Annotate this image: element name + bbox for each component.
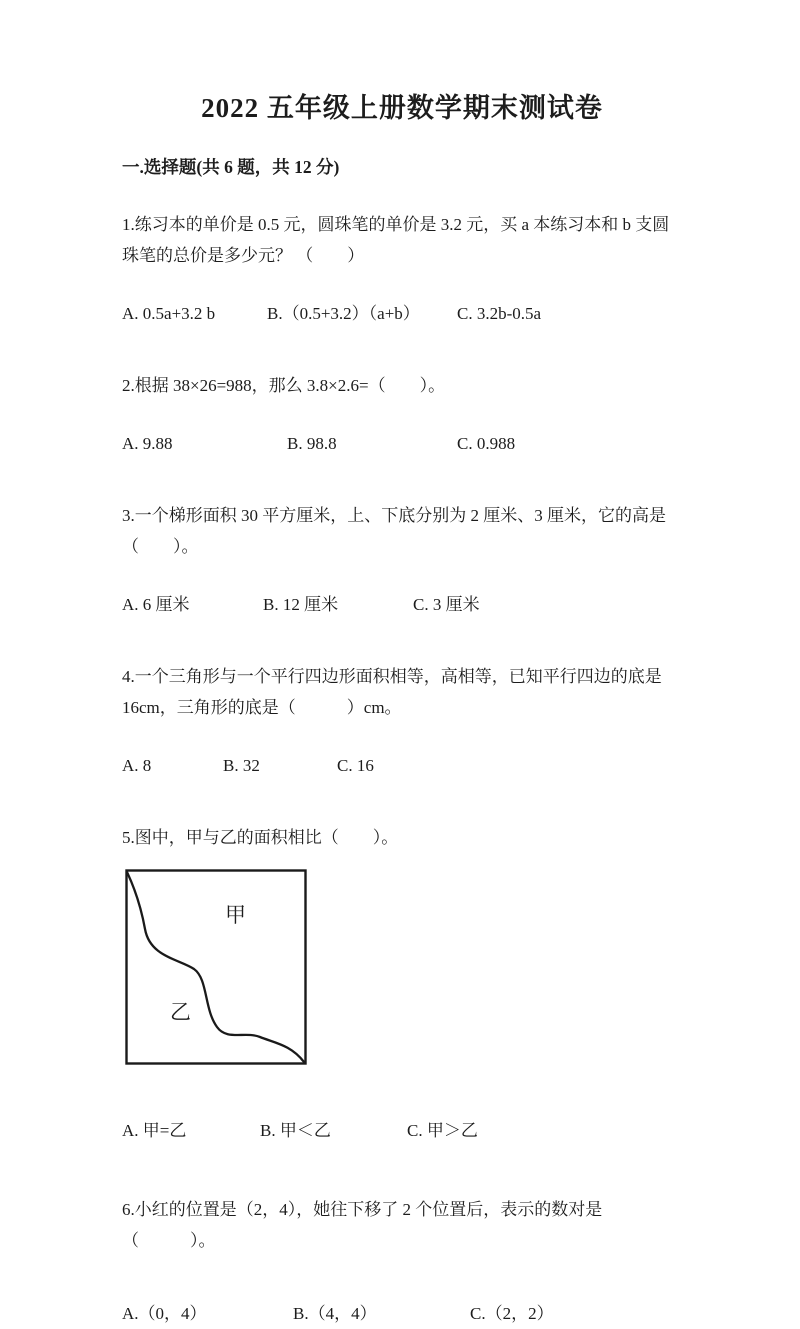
option-c: C. 3 厘米 bbox=[413, 595, 480, 614]
figure-svg bbox=[125, 869, 307, 1065]
option-b: B.（0.5+3.2）（a+b） bbox=[267, 304, 420, 323]
question-block-1 bbox=[122, 209, 682, 329]
option-c: C.（2，2） bbox=[470, 1304, 554, 1323]
option-b: B. 32 bbox=[223, 756, 260, 775]
option-c: C. 16 bbox=[337, 756, 374, 775]
option-c: C. 甲＞乙 bbox=[407, 1121, 478, 1140]
options-row bbox=[122, 428, 682, 459]
question-text: 1.练习本的单价是 0.5 元，圆珠笔的单价是 3.2 元，买 a 本练习本和 b 支圆珠笔的总价是多少元？ （ ） bbox=[122, 215, 670, 265]
question-text: 5.图中，甲与乙的面积相比（ ）。 bbox=[122, 828, 399, 847]
question-block-2 bbox=[122, 370, 682, 459]
option-a: A. 甲=乙 bbox=[122, 1121, 187, 1140]
question-block-6 bbox=[122, 1194, 682, 1329]
option-a: A. 8 bbox=[122, 756, 152, 775]
option-b: B.（4，4） bbox=[293, 1304, 377, 1323]
options-row bbox=[122, 1115, 682, 1146]
region-label-jia: 甲 bbox=[225, 903, 246, 927]
question-block-5 bbox=[122, 822, 682, 1146]
options-row bbox=[122, 298, 682, 329]
question-block-3 bbox=[122, 500, 682, 620]
options-row bbox=[122, 589, 682, 620]
options-row bbox=[122, 1298, 682, 1329]
option-a: A. 9.88 bbox=[122, 434, 173, 453]
section-heading: 一.选择题(共 6 题，共 12 分) bbox=[122, 157, 340, 177]
question-text: 2.根据 38×26=988，那么 3.8×2.6=（ ）。 bbox=[122, 376, 446, 395]
option-a: A. 0.5a+3.2 b bbox=[122, 304, 216, 323]
question-text: 6.小红的位置是（2，4），她往下移了 2 个位置后，表示的数对是（ ）。 bbox=[122, 1200, 603, 1250]
option-c: C. 0.988 bbox=[457, 434, 516, 453]
question-text: 4.一个三角形与一个平行四边形面积相等，高相等，已知平行四边的底是 16cm，三角形的底是（ ）cm。 bbox=[122, 667, 662, 717]
area-comparison-figure bbox=[125, 869, 307, 1065]
option-b: B. 12 厘米 bbox=[263, 595, 339, 614]
page-title: 2022 五年级上册数学期末测试卷 bbox=[201, 93, 603, 123]
region-label-yi: 乙 bbox=[170, 1000, 191, 1024]
option-a: A. 6 厘米 bbox=[122, 595, 190, 614]
question-text: 3.一个梯形面积 30 平方厘米，上、下底分别为 2 厘米、3 厘米，它的高是（ ）。 bbox=[122, 506, 666, 556]
dividing-curve bbox=[127, 872, 304, 1062]
question-block-4 bbox=[122, 661, 682, 781]
option-b: B. 甲＜乙 bbox=[260, 1121, 331, 1140]
square-outline bbox=[127, 871, 306, 1064]
option-a: A.（0，4） bbox=[122, 1304, 207, 1323]
option-b: B. 98.8 bbox=[287, 434, 337, 453]
options-row bbox=[122, 750, 682, 781]
option-c: C. 3.2b-0.5a bbox=[457, 304, 542, 323]
